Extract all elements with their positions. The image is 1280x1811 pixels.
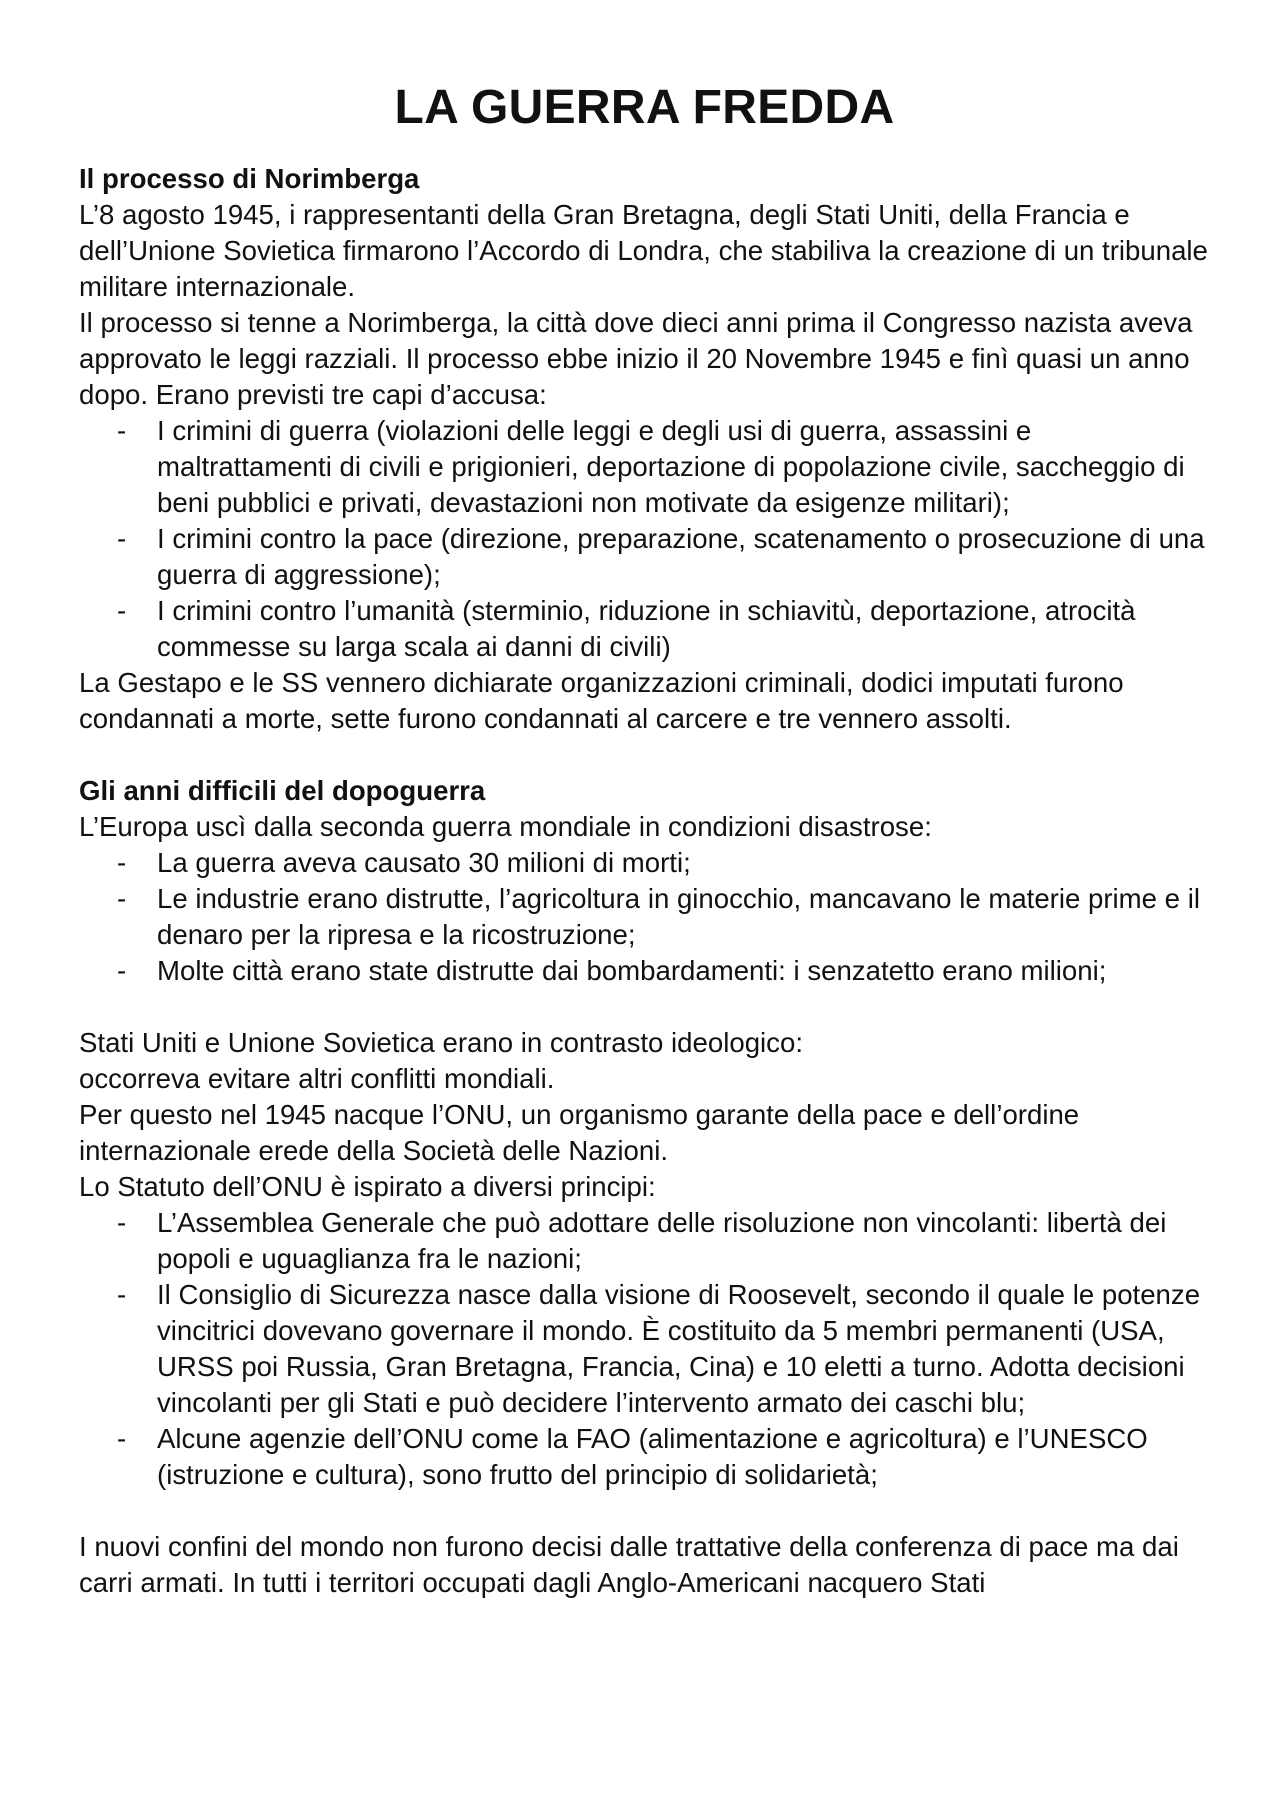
page-title: LA GUERRA FREDDA bbox=[394, 81, 895, 134]
spacer bbox=[79, 989, 1210, 1025]
dash-list bbox=[79, 413, 1210, 665]
paragraph: Lo Statuto dell’ONU è ispirato a diversi principi: bbox=[79, 1171, 656, 1202]
paragraph: L’8 agosto 1945, i rappresentanti della Gran Bretagna, degli Stati Uniti, della Francia e dell’Unione Sovietica firmarono l’Accordo di Londra, che stabiliva la creazione di un tribunale militare internazionale. bbox=[79, 199, 1208, 302]
section-heading: Il processo di Norimberga bbox=[79, 163, 420, 194]
spacer bbox=[79, 737, 1210, 773]
spacer bbox=[79, 1493, 1210, 1529]
section-dopoguerra bbox=[79, 773, 1210, 1601]
paragraph: Il processo si tenne a Norimberga, la città dove dieci anni prima il Congresso nazista aveva approvato le leggi razziali. Il processo ebbe inizio il 20 Novembre 1945 e finì quasi un anno dopo. Erano previsti tre capi d’accusa: bbox=[79, 307, 1193, 410]
paragraph: I nuovi confini del mondo non furono decisi dalle trattative della conferenza di pace ma dai carri armati. In tutti i territori occupati dagli Anglo-Americani nacquero Stati bbox=[79, 1531, 1179, 1598]
list-item: - La guerra aveva causato 30 milioni di morti; bbox=[157, 845, 1210, 881]
paragraph: L’Europa uscì dalla seconda guerra mondiale in condizioni disastrose: bbox=[79, 811, 932, 842]
paragraph: Per questo nel 1945 nacque l’ONU, un organismo garante della pace e dell’ordine internazionale erede della Società delle Nazioni. bbox=[79, 1099, 1080, 1166]
list-item: - Alcune agenzie dell’ONU come la FAO (alimentazione e agricoltura) e l’UNESCO (istruzione e cultura), sono frutto del principio di solidarietà; bbox=[157, 1421, 1210, 1493]
paragraph: occorreva evitare altri conflitti mondiali. bbox=[79, 1063, 555, 1094]
section-heading: Gli anni difficili del dopoguerra bbox=[79, 775, 486, 806]
paragraph: Stati Uniti e Unione Sovietica erano in contrasto ideologico: bbox=[79, 1027, 803, 1058]
list-item: - L’Assemblea Generale che può adottare delle risoluzione non vincolanti: libertà dei popoli e uguaglianza fra le nazioni; bbox=[157, 1205, 1210, 1277]
list-item: - Molte città erano state distrutte dai bombardamenti: i senzatetto erano milioni; bbox=[157, 953, 1210, 989]
dash-list bbox=[79, 845, 1210, 989]
dash-list bbox=[79, 1205, 1210, 1493]
list-item: - Il Consiglio di Sicurezza nasce dalla visione di Roosevelt, secondo il quale le potenze vincitrici dovevano governare il mondo. È costituito da 5 membri permanenti (USA, URSS poi Russia, Gran Bretagna, Francia, Cina) e 10 eletti a turno. Adotta decisioni vincolanti per gli Stati e può decidere l’intervento armato dei caschi blu; bbox=[157, 1277, 1210, 1421]
list-item: - I crimini di guerra (violazioni delle leggi e degli usi di guerra, assassini e maltrattamenti di civili e prigionieri, deportazione di popolazione civile, saccheggio di beni pubblici e privati, devastazioni non motivate da esigenze militari); bbox=[157, 413, 1210, 521]
list-item: - Le industrie erano distrutte, l’agricoltura in ginocchio, mancavano le materie prime e il denaro per la ripresa e la ricostruzione; bbox=[157, 881, 1210, 953]
list-item: - I crimini contro l’umanità (sterminio, riduzione in schiavitù, deportazione, atrocità commesse su larga scala ai danni di civili) bbox=[157, 593, 1210, 665]
paragraph: La Gestapo e le SS vennero dichiarate organizzazioni criminali, dodici imputati furono condannati a morte, sette furono condannati al carcere e tre vennero assolti. bbox=[79, 667, 1124, 734]
section-norimberga bbox=[79, 161, 1210, 737]
list-item: - I crimini contro la pace (direzione, preparazione, scatenamento o prosecuzione di una guerra di aggressione); bbox=[157, 521, 1210, 593]
